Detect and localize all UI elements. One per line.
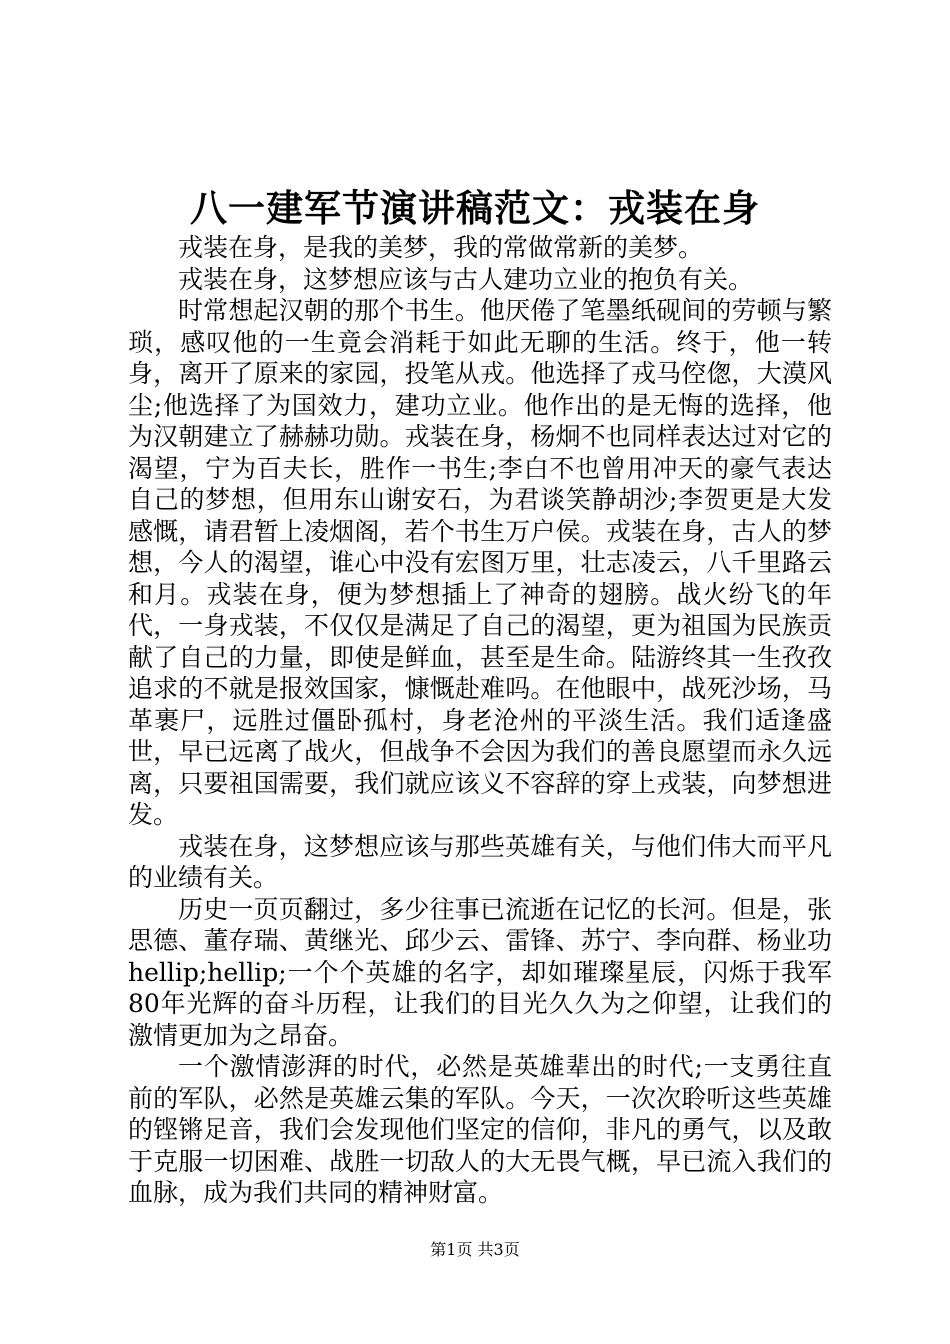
paragraph-2: 戎装在身，这梦想应该与古人建功立业的抱负有关。 [178,264,754,294]
page-footer: 第1页 共3页 [430,1240,520,1259]
paragraph-6: 一个激情澎湃的时代，必然是英雄辈出的时代;一支勇往直前的军队，必然是英雄云集的军队。今天，一次次聆听这些英雄的铿锵足音，我们会发现他们坚定的信仰，非凡的勇气，以及敢于克服一切困难、战胜一切敌人的大无畏气概，早已流入我们的血脉，成为我们共同的精神财富。 [128,1052,832,1207]
paragraph-3: 时常想起汉朝的那个书生。他厌倦了笔墨纸砚间的劳顿与繁琐，感叹他的一生竟会消耗于如此无聊的生活。终于，他一转身，离开了原来的家园，投笔从戎。他选择了戎马倥偬，大漠风尘;他选择了为国效力，建功立业。他作出的是无悔的选择，他为汉朝建立了赫赫功勋。戎装在身，杨炯不也同样表达过对它的渴望，宁为百夫长，胜作一书生;李白不也曾用冲天的豪气表达自己的梦想，但用东山谢安石，为君谈笑静胡沙;李贺更是大发感慨，请君暂上凌烟阁，若个书生万户侯。戎装在身，古人的梦想，今人的渴望，谁心中没有宏图万里，壮志凌云，八千里路云和月。戎装在身，便为梦想插上了神奇的翅膀。战火纷飞的年代，一身戎装，不仅仅是满足了自己的渴望，更为祖国为民族贡献了自己的力量，即使是鲜血，甚至是生命。陆游终其一生孜孜追求的不就是报效国家，慷慨赴难吗。在他眼中，战死沙场，马革裹尸，远胜过僵卧孤村，身老沧州的平淡生活。我们适逢盛世，早已远离了战火，但战争不会因为我们的善良愿望而永久远离，只要祖国需要，我们就应该义不容辞的穿上戎装，向梦想进发。 [128,296,832,829]
document-title: 八一建军节演讲稿范文：戎装在身 [190,186,760,230]
paragraph-1: 戎装在身，是我的美梦，我的常做常新的美梦。 [178,233,704,262]
document-body [128,232,832,1209]
paragraph-5: 历史一页页翻过，多少往事已流逝在记忆的长河。但是，张思德、董存瑞、黄继光、邱少云、雷锋、苏宁、李向群、杨业功hellip;hellip;一个个英雄的名字，却如璀璨星辰，闪烁于我军80年光辉的奋斗历程，让我们的目光久久为之仰望，让我们的激情更加为之昂奋。 [128,894,832,1050]
paragraph-4: 戎装在身，这梦想应该与那些英雄有关，与他们伟大而平凡的业绩有关。 [128,831,832,892]
